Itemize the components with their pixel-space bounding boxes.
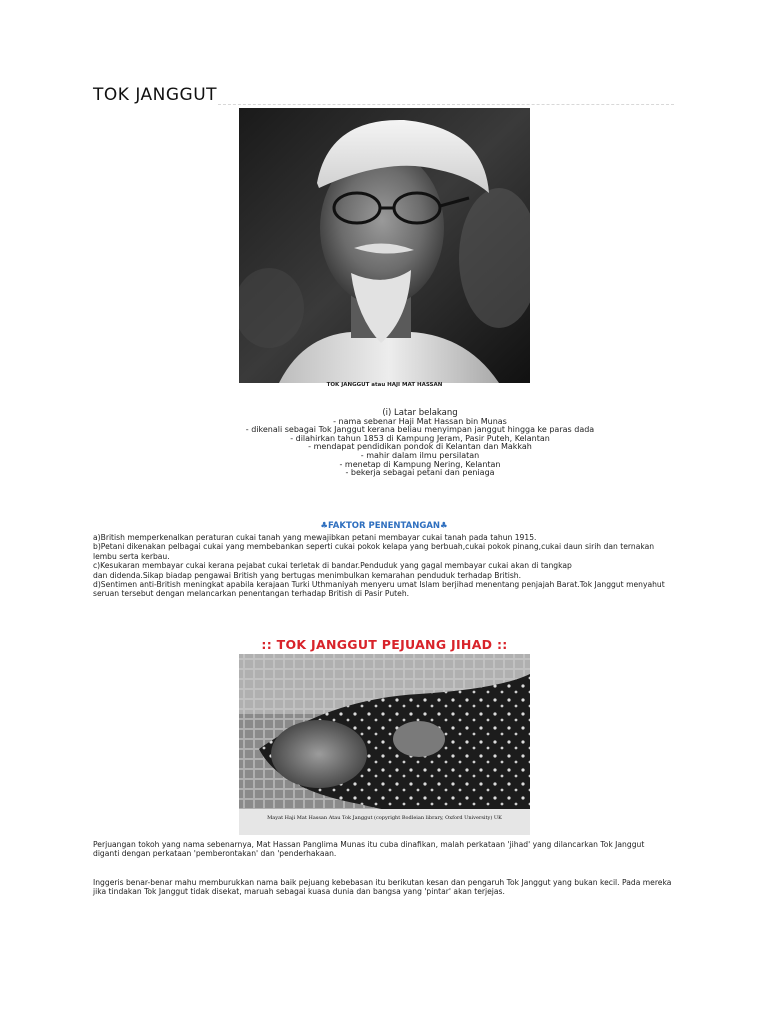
factors-list bbox=[93, 533, 678, 599]
background-line: - nama sebenar Haji Mat Hassan bin Munas bbox=[333, 416, 507, 426]
background-line: - mendapat pendidikan pondok di Kelantan dan Makkah bbox=[308, 442, 532, 452]
page-title: TOK JANGGUT bbox=[93, 85, 218, 105]
factor-item: a)British memperkenalkan peraturan cukai tanah yang mewajibkan petani membayar cukai tanah pada tahun 1915. bbox=[93, 533, 537, 542]
body-paragraph: Inggeris benar-benar mahu memburukkan nama baik pejuang kebebasan itu berikutan kesan dan pengaruh Tok Janggut yang bukan kecil. Pada mereka jika tindakan Tok Janggut tidak disekat, maruah sebagai kuasa dunia dan bangsa yang 'pintar' akan terjejas. bbox=[93, 878, 672, 897]
factor-item: dan didenda.Sikap biadap pengawai British yang bertugas menimbulkan kemarahan penduduk terhadap British. bbox=[93, 570, 522, 580]
background-line: - mahir dalam ilmu persilatan bbox=[360, 450, 480, 460]
body-paragraph: Perjuangan tokoh yang nama sebenarnya, Mat Hassan Panglima Munas itu cuba dinafikan, malah perkataan 'jihad' yang dilancarkan Tok Janggut diganti dengan perkataan 'pemberontakan' dan 'penderhakaan. bbox=[93, 840, 645, 859]
historical-photo-caption: Mayat Haji Mat Hassan Atau Tok Janggut (copyright Bodleian library, Oxford University) UK bbox=[267, 815, 502, 821]
portrait-caption: TOK JANGGUT atau HAJI MAT HASSAN bbox=[326, 382, 443, 388]
factor-item: d)Sentimen anti-British meningkat apabila kerajaan Turki Uthmaniyah menyeru umat Islam berjihad menentang penjajah Barat.Tok Janggut menyahut seruan tersebut dengan melancarkan penentangan terhadap British di Pasir Puteh. bbox=[93, 580, 665, 599]
jihad-banner: :: TOK JANGGUT PEJUANG JIHAD :: bbox=[261, 637, 508, 652]
background-line: - dikenali sebagai Tok Janggut kerana beliau menyimpan janggut hingga ke paras dada bbox=[245, 425, 595, 435]
background-line: - dilahirkan tahun 1853 di Kampung Jeram, Pasir Puteh, Kelantan bbox=[290, 433, 550, 443]
title-divider bbox=[218, 104, 674, 105]
factors-heading: ♣FAKTOR PENENTANGAN♣ bbox=[320, 521, 448, 531]
background-line: - bekerja sebagai petani dan peniaga bbox=[345, 468, 495, 478]
portrait-photo bbox=[239, 108, 530, 383]
background-line: - menetap di Kampung Nering, Kelantan bbox=[339, 459, 501, 469]
factor-item: b)Petani dikenakan pelbagai cukai yang membebankan seperti cukai pokok kelapa yang berbuah,cukai pokok pinang,cukai daun sirih dan ternakan lembu serta kerbau. bbox=[93, 542, 655, 561]
historical-photo bbox=[239, 654, 530, 835]
factor-item: c)Kesukaran membayar cukai kerana pejabat cukai terletak di bandar.Penduduk yang gagal membayar cukai akan di tangkap bbox=[93, 561, 572, 571]
background-section bbox=[150, 409, 690, 478]
background-heading: (i) Latar belakang bbox=[382, 408, 458, 418]
